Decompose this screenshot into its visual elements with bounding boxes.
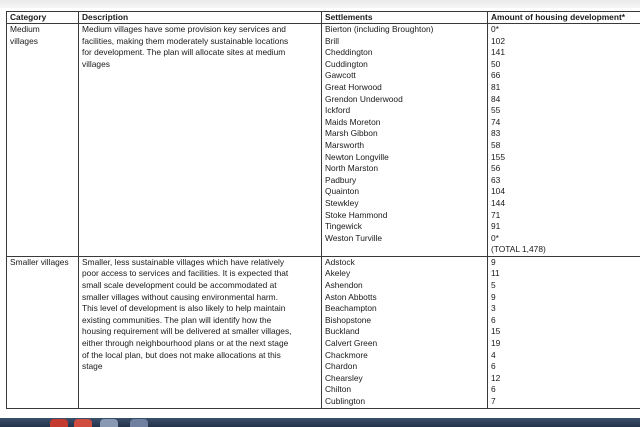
housing-amount: 7 xyxy=(491,396,496,406)
settlement-name: Cuddington xyxy=(325,58,368,69)
housing-amount: 11 xyxy=(491,268,500,279)
category-text: Medium xyxy=(10,24,40,34)
housing-amount: 50 xyxy=(491,58,501,69)
housing-table xyxy=(6,11,640,409)
housing-amount: 3 xyxy=(491,303,496,314)
housing-amount: 55 xyxy=(491,105,501,116)
housing-amount: 155 xyxy=(491,151,505,162)
description-cell xyxy=(79,24,322,257)
description-text: of the local plan, but does not make allocations at this xyxy=(82,349,281,360)
table-row xyxy=(7,256,640,408)
settlement-name: Brill xyxy=(325,35,339,46)
housing-amount: 91 xyxy=(491,221,501,232)
housing-amount: 58 xyxy=(491,139,501,150)
settlement-name: Chilton xyxy=(325,384,352,395)
app-icon[interactable] xyxy=(50,419,68,427)
app-icon[interactable] xyxy=(130,419,148,427)
taskbar xyxy=(0,418,640,427)
window-top-band xyxy=(0,0,640,8)
housing-amount: 104 xyxy=(491,186,505,197)
housing-amount: 144 xyxy=(491,197,505,208)
description-text: housing requirement will be delivered at smaller villages, xyxy=(82,326,292,337)
header-category: Category xyxy=(7,12,79,24)
settlement-name: Buckland xyxy=(325,326,360,337)
settlement-name: Grendon Underwood xyxy=(325,93,403,104)
housing-amount: 83 xyxy=(491,128,501,139)
description-text: small scale development could be accommodated at xyxy=(82,280,277,291)
housing-amount: 0* xyxy=(491,24,499,34)
housing-amount: 6 xyxy=(491,361,496,372)
housing-amount: 84 xyxy=(491,93,501,104)
description-text: either through neighbourhood plans or at the next stage xyxy=(82,338,289,349)
description-text: stage xyxy=(82,361,103,372)
housing-amount: 81 xyxy=(491,81,501,92)
settlement-name: Akeley xyxy=(325,268,351,279)
housing-amount: 6 xyxy=(491,314,496,325)
housing-amount: 66 xyxy=(491,70,501,81)
housing-amount: 71 xyxy=(491,209,501,220)
settlement-name: Adstock xyxy=(325,256,355,267)
settlement-name: Chackmore xyxy=(325,349,368,360)
housing-amount: 0* xyxy=(491,232,499,243)
housing-amount: 19 xyxy=(491,338,501,349)
category-text: villages xyxy=(10,35,38,46)
settlement-name: Quainton xyxy=(325,186,359,197)
housing-amount: (TOTAL 1,478) xyxy=(491,244,546,255)
settlement-name: Marsh Gibbon xyxy=(325,128,378,139)
app-icon[interactable] xyxy=(100,419,118,427)
table-header-row xyxy=(7,12,640,24)
header-description: Description xyxy=(79,12,322,24)
settlement-name: Weston Turville xyxy=(325,232,383,243)
housing-amount: 74 xyxy=(491,116,501,127)
housing-amount: 141 xyxy=(491,47,505,58)
housing-amount: 63 xyxy=(491,174,501,185)
description-text: poor access to services and facilities. It is expected that xyxy=(82,268,289,279)
amount-cell xyxy=(488,256,640,408)
table-row xyxy=(7,24,640,257)
housing-amount: 15 xyxy=(491,326,501,337)
description-text: This level of development is also likely to help maintain xyxy=(82,303,286,314)
category-text: Smaller villages xyxy=(10,256,69,267)
app-icon[interactable] xyxy=(74,419,92,427)
settlement-name: North Marston xyxy=(325,163,379,174)
description-text: smaller villages without causing environmental harm. xyxy=(82,291,278,302)
header-amount: Amount of housing development* xyxy=(488,12,640,24)
description-cell xyxy=(79,256,322,408)
settlement-name: Beachampton xyxy=(325,303,377,314)
amount-cell xyxy=(488,24,640,257)
settlement-name: Maids Moreton xyxy=(325,116,381,127)
settlement-name: Cublington xyxy=(325,396,366,406)
description-text: Medium villages have some provision key services and xyxy=(82,24,286,34)
settlement-name: Calvert Green xyxy=(325,338,378,349)
description-text: Smaller, less sustainable villages which have relatively xyxy=(82,256,285,267)
housing-amount: 4 xyxy=(491,349,496,360)
housing-amount: 5 xyxy=(491,280,496,291)
settlement-name: Stoke Hammond xyxy=(325,209,388,220)
settlement-name: Chearsley xyxy=(325,372,363,383)
settlement-name: Stewkley xyxy=(325,197,359,208)
housing-amount: 12 xyxy=(491,372,501,383)
settlement-name: Ickford xyxy=(325,105,351,116)
settlement-name: Bishopstone xyxy=(325,314,372,325)
settlement-name: Ashendon xyxy=(325,280,363,291)
settlement-name: Chardon xyxy=(325,361,358,372)
settlement-name: Aston Abbotts xyxy=(325,291,377,302)
settlements-cell xyxy=(322,24,488,257)
description-text: facilities, making them moderately sustainable locations xyxy=(82,35,289,46)
description-text: existing communities. The plan will identify how the xyxy=(82,314,272,325)
housing-amount: 56 xyxy=(491,163,501,174)
category-cell xyxy=(7,24,79,257)
header-settlements: Settlements xyxy=(322,12,488,24)
settlement-name: Bierton (including Broughton) xyxy=(325,24,434,34)
settlement-name: Great Horwood xyxy=(325,81,382,92)
settlements-cell xyxy=(322,256,488,408)
settlement-name: Gawcott xyxy=(325,70,356,81)
housing-amount: 9 xyxy=(491,256,496,267)
housing-amount: 6 xyxy=(491,384,496,395)
housing-amount: 102 xyxy=(491,35,505,46)
settlement-name: Cheddington xyxy=(325,47,373,58)
settlement-name: Padbury xyxy=(325,174,357,185)
settlement-name: Newton Longville xyxy=(325,151,389,162)
settlement-name: Marsworth xyxy=(325,139,365,150)
description-text: villages xyxy=(82,58,110,69)
category-cell xyxy=(7,256,79,408)
description-text: for development. The plan will allocate sites at medium xyxy=(82,47,286,58)
housing-amount: 9 xyxy=(491,291,496,302)
settlement-name: Tingewick xyxy=(325,221,362,232)
